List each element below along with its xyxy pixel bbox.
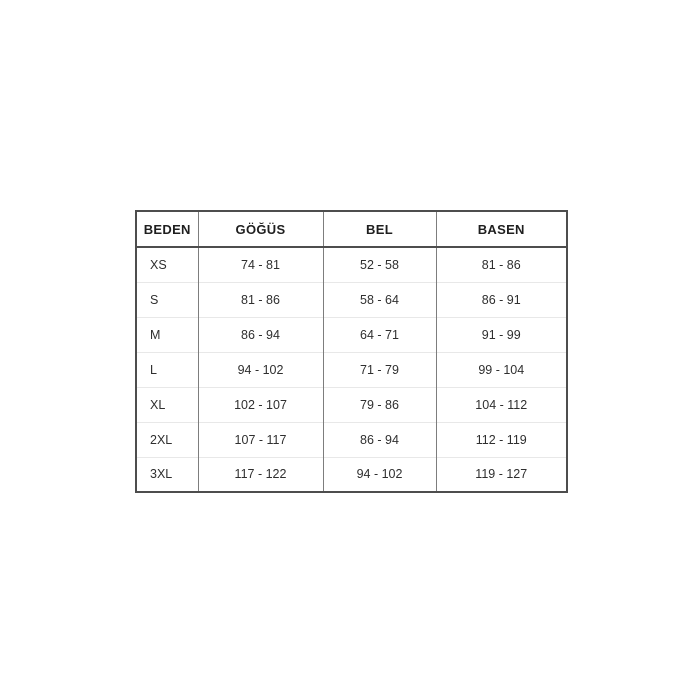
waist-range: 71 - 79 (323, 352, 436, 387)
size-chart-table (135, 210, 568, 493)
size-label: S (136, 282, 198, 317)
header-row (136, 211, 567, 247)
chest-range: 81 - 86 (198, 282, 323, 317)
waist-range: 94 - 102 (323, 457, 436, 492)
table-row-xs (136, 247, 567, 282)
table-row-2xl (136, 422, 567, 457)
waist-range: 64 - 71 (323, 317, 436, 352)
waist-range: 52 - 58 (323, 247, 436, 282)
chest-range: 94 - 102 (198, 352, 323, 387)
table-row-xl (136, 387, 567, 422)
size-label: XS (136, 247, 198, 282)
chest-range: 86 - 94 (198, 317, 323, 352)
chest-range: 74 - 81 (198, 247, 323, 282)
column-header-beden: BEDEN (136, 211, 198, 247)
table-row-m (136, 317, 567, 352)
chest-range: 102 - 107 (198, 387, 323, 422)
size-label: L (136, 352, 198, 387)
size-chart-body (136, 247, 567, 492)
hips-range: 86 - 91 (436, 282, 567, 317)
column-header-basen: BASEN (436, 211, 567, 247)
chest-range: 107 - 117 (198, 422, 323, 457)
size-label: 3XL (136, 457, 198, 492)
column-header-bel: BEL (323, 211, 436, 247)
waist-range: 86 - 94 (323, 422, 436, 457)
size-chart-header (136, 211, 567, 247)
waist-range: 79 - 86 (323, 387, 436, 422)
column-header-gogus: GÖĞÜS (198, 211, 323, 247)
hips-range: 112 - 119 (436, 422, 567, 457)
size-label: XL (136, 387, 198, 422)
hips-range: 99 - 104 (436, 352, 567, 387)
waist-range: 58 - 64 (323, 282, 436, 317)
hips-range: 81 - 86 (436, 247, 567, 282)
hips-range: 119 - 127 (436, 457, 567, 492)
hips-range: 104 - 112 (436, 387, 567, 422)
size-label: 2XL (136, 422, 198, 457)
size-label: M (136, 317, 198, 352)
table-row-s (136, 282, 567, 317)
chest-range: 117 - 122 (198, 457, 323, 492)
table-row-l (136, 352, 567, 387)
hips-range: 91 - 99 (436, 317, 567, 352)
table-row-3xl (136, 457, 567, 492)
